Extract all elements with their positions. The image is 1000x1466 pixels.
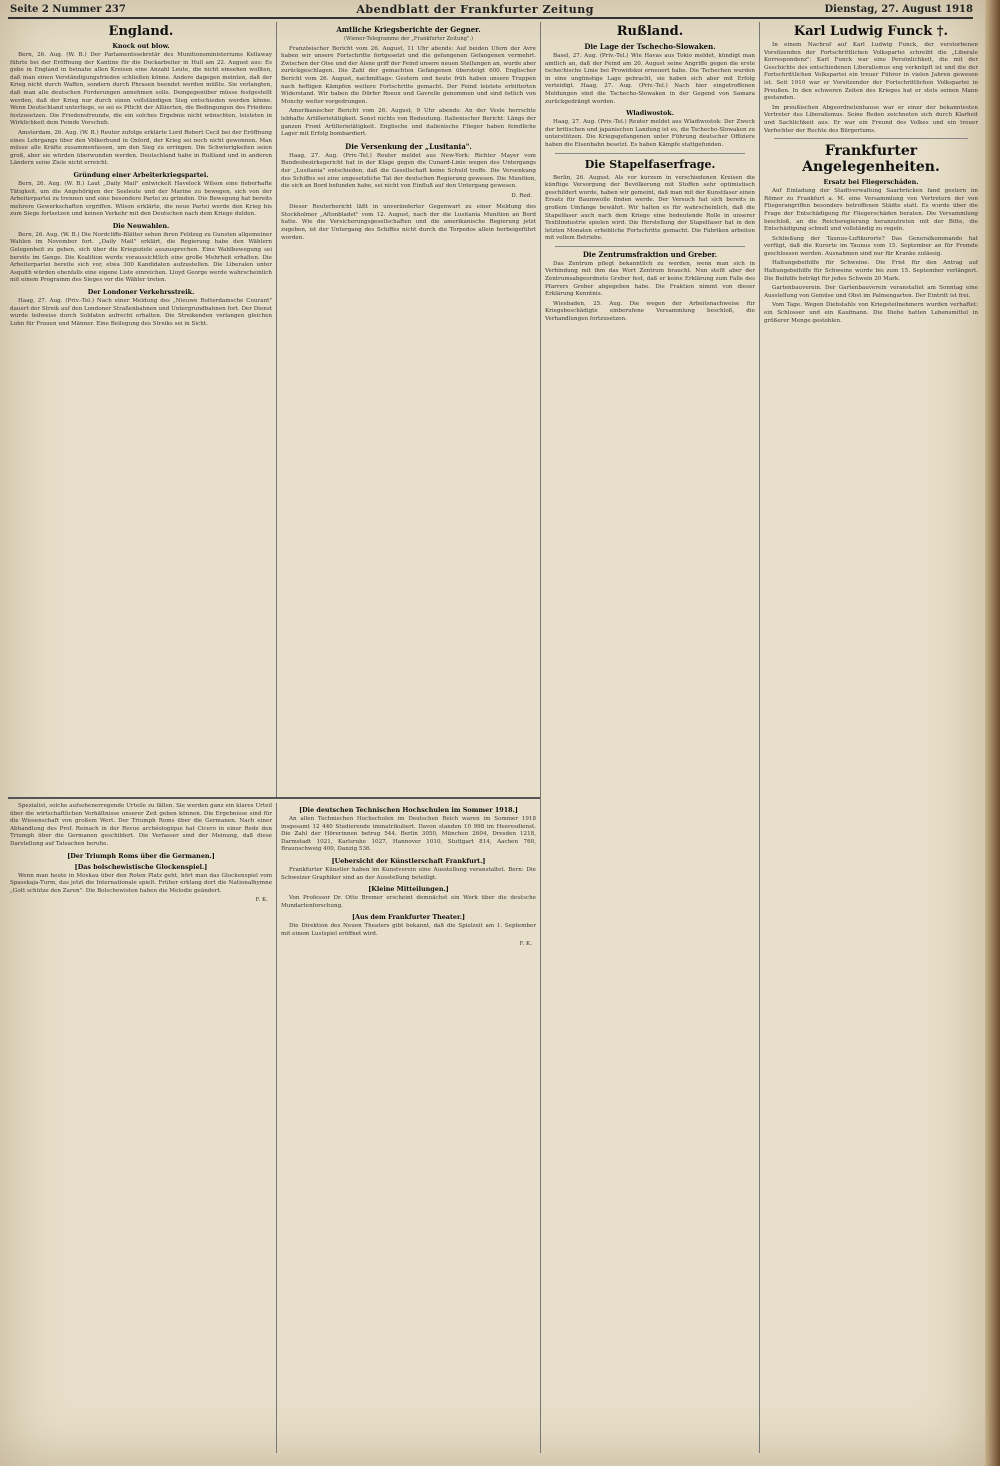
newspaper-title: Abendblatt der Frankfurter Zeitung bbox=[356, 2, 594, 16]
subheading-glockenspiel: [Das bolschewistische Glockenspiel.] bbox=[74, 862, 208, 871]
signature: F. K. bbox=[519, 940, 532, 947]
subheading-neuwahlen: Die Neuwahlen. bbox=[112, 221, 170, 230]
heading-england: England. bbox=[108, 24, 174, 39]
page-number: Seite 2 Nummer 237 bbox=[10, 3, 126, 15]
heading-stapelfaserfrage: Die Stapelfaserfrage. bbox=[584, 157, 716, 171]
subheading-kuenstlerschaft: [Uebersicht der Künstlerschaft Frankfurt.] bbox=[331, 856, 486, 865]
subheading-mitteilungen: [Kleine Mitteilungen.] bbox=[368, 885, 449, 894]
article-text: Berlin, 26. August. Als vor kurzem in verschiedenen Kreisen die künftige Versorgung der Bevölkerung mit Stoffen sehr optimistisch geschildert wurde, haben wir gemeint, daß man mit der Kunstfaser einen Ersatz für Baumwolle finden werde. Der Versuch hat sich bereits in großem Umfange bewährt. Wir halten es für wahrscheinlich, daß die Stapelfaser auch nach dem Kriege eine bedeutende Rolle in unserer Textilindustrie spielen wird. Die Herstellung der Stapelfaser hat in den letzten Monaten erhebliche Fortschritte gemacht. Die Fabriken arbeiten mit vollem Betriebe. bbox=[545, 174, 755, 242]
article-text: Das Zentrum pflegt bekanntlich zu werden, wenn man sich in Verbindung mit ihm das Wort Zentrum braucht. Nun stellt aber der Zentrumsabgeordnete Greber fest, daß er keine Erklärung zum Falle des Pfarrers Greber abgegeben habe. Die Fraktion nimmt von dieser Erklärung Kenntnis. bbox=[545, 260, 755, 298]
column-england bbox=[10, 22, 272, 790]
masthead-rule bbox=[8, 17, 973, 19]
heading-funck-obituary: Karl Ludwig Funck †. bbox=[793, 24, 949, 39]
column-russland bbox=[545, 22, 755, 1456]
column-funck bbox=[764, 22, 978, 1456]
page-edge bbox=[985, 0, 1000, 1466]
article-text: Französischer Bericht vom 26. August, 11 Uhr abends: Auf beiden Ufern der Avre haben wir unsere Fortschritte fortgesetzt und die gefangenen Gefangenen vermehrt. Zwischen der Oise und der Aisne griff der Feind unsere neuen Stellungen an, wurde aber zurückgeschlagen. Die Zahl der gemachten Gefangenen übersteigt 600. Englischer Bericht vom 26. August, nachmittags: Gestern und heute früh haben unsere Truppen nach heftigen Kämpfen weitere Fortschritte gemacht. Der Feind leistete erbitterten Widerstand. Wir haben die Dörfer Roeux und Gavrelle genommen und sind östlich von Monchy weiter vorgedrungen. bbox=[281, 45, 536, 105]
article-text: Vom Tage. Wegen Diebstahls von Kriegsteilnehmern wurden verhaftet: ein Schlosser und ein Kaufmann. Die Diebe hatten Lebensmittel in größerer Menge gestohlen. bbox=[764, 302, 978, 324]
subheading-wladiwostok: Wladiwostok. bbox=[626, 109, 674, 118]
subheading-fliegerschaeden: Ersatz bei Fliegerschäden. bbox=[823, 178, 919, 187]
separator bbox=[555, 246, 745, 247]
signature: F. K. bbox=[255, 897, 268, 904]
masthead bbox=[10, 2, 973, 16]
heading-kriegsberichte: Amtliche Kriegsberichte der Gegner. bbox=[336, 25, 481, 34]
feuilleton-rule bbox=[8, 797, 540, 799]
column-rule bbox=[759, 22, 760, 1453]
issue-date: Dienstag, 27. August 1918 bbox=[824, 3, 973, 15]
subheading-verkehrsstreik: Der Londoner Verkehrsstreik. bbox=[87, 288, 195, 297]
article-text: Bern, 26. Aug. (W. B.) Der Parlamentssekretär des Munitionsministeriums Kellaway führte bei der Eröffnung der Kantine für die Dockarbeiter in Hull am 22. August aus: Es gebe in England in beinahe allen Kreisen eine Anzahl Leute, die nicht einsehen wollten, daß man einen Verständigungsfrieden schließen könne. Andere dagegen meinten, daß der Krieg nicht durch Waffen, sondern durch Phrasen beendet werden müßte. Sie verlangten, daß man alle deutschen Forderungen annehmen solle. Demgegenüber müsse festgestellt werden, daß der Krieg nur durch einen vollständigen Sieg entschieden werden könne. Wenn Deutschland unterliege, so sei es Pflicht der Alliierten, die Bedingungen des Friedens festzusetzen. Die Friedensfreunde, die ein solches Ergebnis nicht wünschten, leisteten in Wirklichkeit dem Feinde Vorschub. bbox=[10, 52, 272, 127]
article-text: Wiesbaden, 25. Aug. Die wegen der Arbeitsnachweise für Kriegsbeschädigte einberufene Versammlung beschloß, die Verhandlungen fortzusetzen. bbox=[545, 300, 755, 323]
feuilleton-middle bbox=[281, 803, 536, 1456]
column-rule bbox=[276, 22, 277, 797]
article-text: Schließung der Taunus-Luftkurorte? Das Generalkommando hat verfügt, daß die Kurorte im Taunus vom 15. September an für Fremde geschlossen werden. Ausnahmen sind nur für Kranke zulässig. bbox=[764, 235, 978, 257]
article-text: Haag, 27. Aug. (Priv.-Tel.) Reuter meldet aus Wladiwostok: Der Zweck der britischen und japanischen Landung ist es, die Tschecho-Slowaken zu unterstützen. Die Kriegsgefangenen unter Führung deutscher Offiziere haben die Eisenbahn besetzt. Es haben Kämpfe stattgefunden. bbox=[545, 119, 755, 148]
article-text: Gartenbauverein. Der Gartenbauverein veranstaltet am Sonntag eine Ausstellung von Gemüse und Obst im Palmengarten. Der Eintritt ist frei. bbox=[764, 285, 978, 299]
separator bbox=[555, 153, 745, 154]
article-text: Haag, 27. Aug. (Priv.-Tel.) Reuter meldet aus New-York: Richter Mayer vom Bundesbezirksgericht hat in der Klage gegen die Cunard-Linie wegen des Untergangs der „Lusitania" entschieden, daß die Gesellschaft keine Schuld treffe. Die Versenkung des Schiffes sei eine ungesetzliche Tat der deutschen Regierung gewesen. Die Munition, die sich an Bord befunden habe, sei nicht von Einfluß auf den Untergang gewesen. bbox=[281, 152, 536, 190]
heading-russland: Rußland. bbox=[616, 24, 684, 39]
article-text: Amsterdam, 26. Aug. (W. B.) Reuter zufolge erklärte Lord Robert Cecil bei der Eröffnung eines Lehrgangs über den Völkerbund in Oxford, der Krieg sei noch nicht gewonnen. Man müsse alle Kräfte zusammenfassen, um den Sieg zu erringen. Die Schwierigkeiten seien groß, aber sie würden überwunden werden. Deutschland habe in Rußland und in anderen Ländern seine Ziele nicht erreicht. bbox=[10, 129, 272, 167]
article-text: Bern, 26. Aug. (W. B.) Die Nordcliffe-Blätter sehen ihren Feldzug zu Gunsten allgemeiner Wahlen im November fort. „Daily Mail" erklärt, die Regierung habe den Wählern Gelegenheit zu geben, sich über die Kriegsziele auszusprechen. Eine Wahlbewegung sei bereits im Gange. Die Koalition werde voraussichtlich eine große Mehrheit erhalten. Die Arbeiterpartei bereite sich vor, etwa 300 Kandidaten aufzustellen. Die Liberalen unter Asquith würden ebenfalls eine eigene Liste einreichen. Lloyd George werde wahrscheinlich mit einem Programm des Sieges vor die Wähler treten. bbox=[10, 231, 272, 284]
article-text: Haag, 27. Aug. (Priv.-Tel.) Nach einer Meldung des „Nieuwe Rotterdamsche Courant" dauert der Streik auf den Londoner Straßenbahnen und Untergrundbahnen fort. Der Dienst wurde teilweise durch Soldaten aufrecht erhalten. Die Streikenden verlangen gleichen Lohn für Frauen und Männer. Eine Beilegung des Streiks sei in Sicht. bbox=[10, 298, 272, 327]
column-rule bbox=[540, 22, 541, 1453]
heading-zentrumsfraktion: Die Zentrumsfraktion und Greber. bbox=[582, 249, 718, 259]
article-text: Die Direktion des Neuen Theaters gibt bekannt, daß die Spielzeit am 1. September mit einem Lustspiel eröffnet wird. bbox=[281, 923, 536, 937]
article-text: An allen Technischen Hochschulen im Deutschen Reich waren im Sommer 1918 insgesamt 12 440 Studierende immatrikuliert. Davon standen 10 998 im Heeresdienst. Die Zahl der Hörerinnen betrug 544. Berlin 3050, München 2604, Dresden 1218, Darmstadt 1021, Karlsruhe 1027, Hannover 1010, Stuttgart 814, Aachen 760, Braunschweig 400, Danzig 536. bbox=[281, 816, 536, 853]
article-text: Bern, 26. Aug. (W. B.) Laut „Daily Mail" entwickelt Havelock Wilson eine fieberhafte Tätigkeit, um die Angehörigen der Seeleute und der Marine zu bewegen, sich von der Arbeiterpartei zu trennen und eine besondere Partei zu gründen. Die Bewegung hat bereits mehrere Gewerkschaften ergriffen. Wilson erklärte, die neue Partei werde den Krieg bis zum Siege fortsetzen und keinen Verkehr mit den Deutschen nach dem Kriege dulden. bbox=[10, 180, 272, 218]
heading-frankfurter-angelegenheiten: Frankfurter Angelegenheiten. bbox=[802, 143, 940, 176]
dateline: (Wiener-Telegramme der „Frankfurter Zeitung".) bbox=[343, 36, 474, 42]
subheading-knock-out: Knock out blow. bbox=[112, 42, 170, 50]
article-text: Amerikanischer Bericht vom 26. August, 9 Uhr abends: An der Vesle herrschte lebhafte Artillerietätigkeit. Sonst nichts von Bedeutung. Italienischer Bericht: Längs der ganzen Front Artillerietätigkeit. Englische und italienische Flieger haben feindliche Lager mit Erfolg bombardiert. bbox=[281, 108, 536, 138]
subheading-hochschulen: [Die deutschen Technischen Hochschulen im Sommer 1918.] bbox=[299, 806, 518, 814]
separator bbox=[774, 138, 968, 139]
column-kriegsberichte bbox=[281, 22, 536, 790]
feuilleton-left bbox=[10, 803, 272, 1456]
article-text: Von Professor Dr. Otto Bremer erscheint demnächst ein Werk über die deutsche Mundartenforschung. bbox=[281, 895, 536, 909]
subheading-theater: [Aus dem Frankfurter Theater.] bbox=[351, 913, 465, 922]
article-text: Spezialist, solche aufsehenerregende Urteile zu fällen. Sie werden ganz ein klares Urteil über die wirtschaftlichen Verhältnisse unserer Zeit geben können. Die Ergebnisse sind für die Wissenschaft von großem Wert. Der Triumph Roms über die Germanen. Nach einer Abhandlung des Prof. Reinach in der Revue archéologique hat Cicero in einer Rede den Triumph über die Germanen geschildert. Die Verfasser sind der Meinung, daß diese Darstellung auf Tatsachen beruhe. bbox=[10, 803, 272, 847]
subheading-triumph: [Der Triumph Roms über die Germanen.] bbox=[67, 851, 215, 860]
article-text: Auf Einladung der Stadtverwaltung Saarbrücken fand gestern im Römer zu Frankfurt a. M. eine Versammlung von Vertretern der von Fliegerangriffen besonders betroffenen Städte statt. Es wurde über die Frage der Entschädigung für Fliegerschäden beraten. Die Versammlung beschloß, an die Reichsregierung heranzutreten mit der Bitte, die Entschädigung schnell und vollständig zu regeln. bbox=[764, 188, 978, 233]
signature: D. Red. bbox=[511, 192, 532, 199]
column-rule bbox=[276, 803, 277, 1453]
article-text: Haltungsbeihilfe für Schweine. Die Frist für den Antrag auf Haltungsbeihilfe für Schweine wurde bis zum 15. September verlängert. Die Beihilfe beträgt für jedes Schwein 20 Mark. bbox=[764, 260, 978, 282]
subheading-arbeiterkriegspartei: Gründung einer Arbeiterkriegspartei. bbox=[73, 170, 209, 179]
article-text: Wenn man heute in Moskau über den Roten Platz geht, hört man das Glockenspiel vom Spasskaja-Turm, das jetzt die Internationale spielt. Früher erklang dort die Nationalhymne „Gott schütze den Zaren". Die Bolschewisten haben die Melodie geändert. bbox=[10, 872, 272, 894]
article-text: Dieser Reuterbericht läßt in unveränderter Gegenwart zu einer Meldung des Stockholmer „Aftonbladet" vom 12. August, nach der die Lusitania Munition an Bord hatte. Wie die Versicherungsgesellschaften und die amerikanische Regierung jetzt zugeben, ist der Untergang des Schiffes nicht durch die Torpedos allein herbeigeführt worden. bbox=[281, 204, 536, 241]
heading-tschecho-slowaken: Die Lage der Tschecho-Slowaken. bbox=[584, 42, 716, 51]
heading-lusitania: Die Versenkung der „Lusitania". bbox=[345, 141, 472, 151]
article-text: Im preußischen Abgeordnetenhause war er einer der bekanntesten Vertreter des Liberalismus. Seine Reden zeichneten sich durch Klarheit und Sachlichkeit aus. Er war ein Freund des Volkes und ein treuer Verfechter der Rechte des Bürgertums. bbox=[764, 104, 978, 134]
article-text: In einem Nachruf auf Karl Ludwig Funck, der verstorbenen Vorsitzenden der Fortschrittlichen Volkspartei schreibt die „Liberale Korrespondenz": Karl Funck war eine Persönlichkeit, die mit der Geschichte des entschiedenen Liberalismus eng verknüpft ist und die der Fortschrittlichen Volkspartei ein treuer Führer in vielen Jahren gewesen ist. Seit 1910 war er Vorsitzender der Fortschrittlichen Volkspartei in Preußen. In den schweren Zeiten des Krieges hat er stets seinen Mann gestanden. bbox=[764, 42, 978, 102]
article-text: Frankfurter Künstler haben im Kunstverein eine Ausstellung veranstaltet. Bern: Die Schweizer Graphiker sind an der Ausstellung beteiligt. bbox=[281, 866, 536, 881]
article-text: Basel, 27. Aug. (Priv.-Tel.) Wie Havas aus Tokio meldet, kündigt man amtlich an, daß der Feind am 20. August seine Angriffe gegen die erste tschechische Linie bei Prowidskoi erneuert habe. Die Tschechen wurden in eine ungünstige Lage gebracht, sie haben sich aber mit Erfolg verteidigt. Haag, 27. Aug. (Priv.-Tel.) Nach hier eingetroffenen Meldungen sind die Tschecho-Slowaken in der Gegend von Samara zurückgedrängt worden. bbox=[545, 53, 755, 105]
